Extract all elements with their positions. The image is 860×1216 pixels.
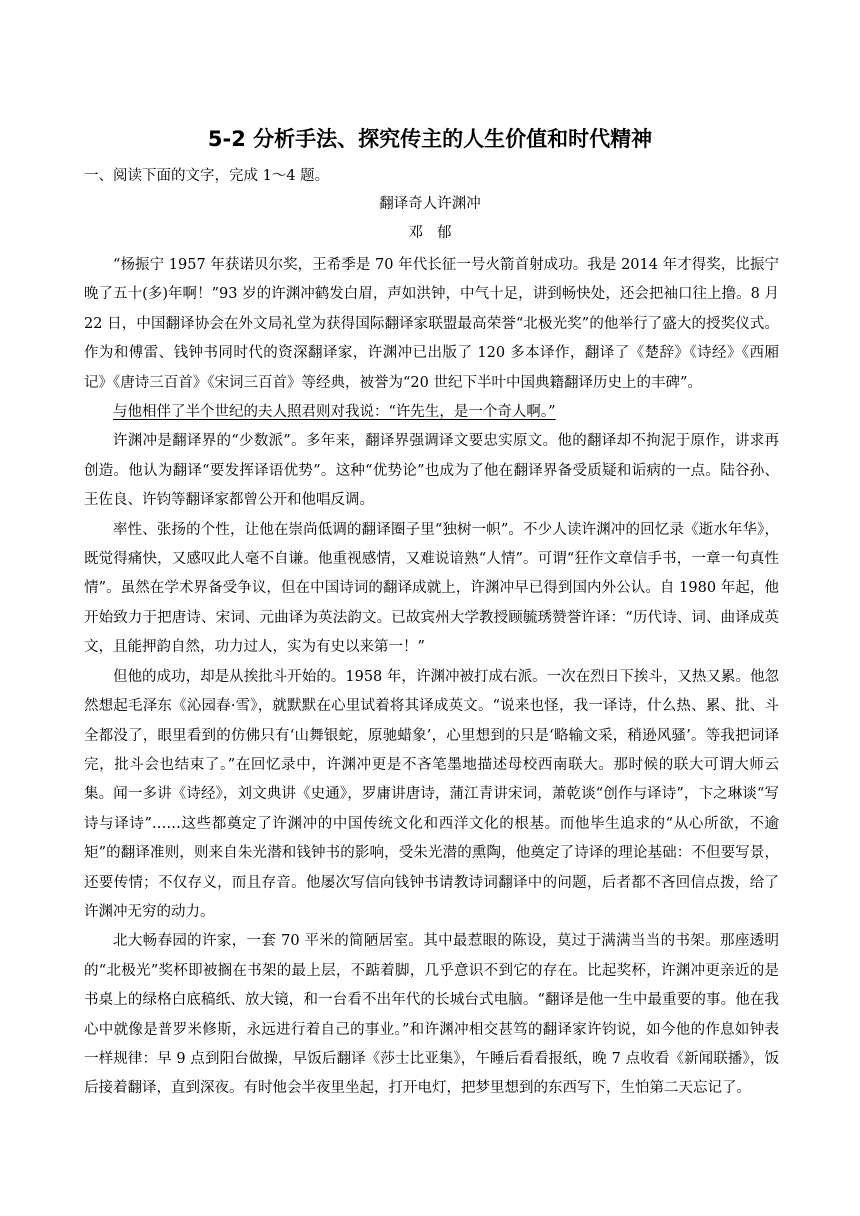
article-body xyxy=(84,251,779,1104)
article-author: 邓郁 xyxy=(408,225,466,241)
paragraph-1: “杨振宁 1957 年获诺贝尔奖，王希季是 70 年代长征一号火箭首射成功。我是 2014 年才得奖，比振宁晚了五十(多)年啊！”93 岁的许渊冲鹤发白眉，声如洪钟，中气十足，讲到畅快处，还会把袖口往上撸。8 月 22 日，中国翻译协会在外文局礼堂为获得国际翻译家联盟最高荣誉“北极光奖”的他举行了盛大的授奖仪式。作为和傅雷、钱钟书同时代的资深翻译家，许渊冲已出版了 120 多本译作，翻译了《楚辞》《诗经》《西厢记》《唐诗三百首》《宋词三百首》等经典，被誉为“20 世纪下半叶中国典籍翻译历史上的丰碑”。 xyxy=(84,257,779,391)
article-title: 翻译奇人许渊冲 xyxy=(379,196,481,212)
paragraph-2-underlined xyxy=(84,398,779,427)
paragraph-5: 但他的成功，却是从挨批斗开始的。1958 年，许渊冲被打成右派。一次在烈日下挨斗，又热又累。他忽然想起毛泽东《沁园春·雪》，就默默在心里试着将其译成英文。“说来也怪，我一译诗，什么热、累、批、斗全都没了，眼里看到的仿佛只有‘山舞银蛇，原驰蜡象’，心里想到的只是‘略输文采，稍逊风骚’。等我把词译完，批斗会也结束了。”在回忆录中，许渊冲更是不吝笔墨地描述母校西南联大。那时候的联大可谓大师云集。闻一多讲《诗经》，刘文典讲《史通》，罗庸讲唐诗，蒲江青讲宋词，萧乾谈“创作与译诗”，卞之琳谈“写诗与译诗”……这些都奠定了许渊冲的中国传统文化和西洋文化的根基。而他毕生追求的“从心所欲，不逾矩”的翻译准则，则来自朱光潜和钱钟书的影响，受朱光潜的熏陶，他奠定了诗译的理论基础：不但要写景，还要传情；不仅存义，而且存音。他屡次写信向钱钟书请教诗词翻译中的问题，后者都不吝回信点拨，给了许渊冲无穷的动力。 xyxy=(84,668,779,920)
question-instruction: 一、阅读下面的文字，完成 1～4 题。 xyxy=(84,168,330,184)
underlined-sentence: 与他相伴了半个世纪的夫人照君则对我说：“许先生，是一个奇人啊。” xyxy=(113,404,556,421)
paragraph-4: 率性、张扬的个性，让他在崇尚低调的翻译圈子里“独树一帜”。不少人读许渊冲的回忆录《逝水年华》，既觉得痛快，又感叹此人毫不自谦。他重视感情，又难说谙熟“人情”。可谓“狂作文章信手书，一章一句真性情”。虽然在学术界备受争议，但在中国诗词的翻译成就上，许渊冲早已得到国内外公认。自 1980 年起，他开始致力于把唐诗、宋词、元曲译为英法韵文。已故宾州大学教授顾毓琇赞誉许译：“历代诗、词、曲译成英文，且能押韵自然，功力过人，实为有史以来第一！” xyxy=(84,521,779,656)
paragraph-6: 北大畅春园的许家，一套 70 平米的简陋居室。其中最惹眼的陈设，莫过于满满当当的书架。那座透明的“北极光”奖杯即被搁在书架的最上层，不踮着脚，几乎意识不到它的存在。比起奖杯，许渊冲更亲近的是书桌上的绿格白底稿纸、放大镜，和一台看不出年代的长城台式电脑。“翻译是他一生中最重要的事。他在我心中就像是普罗米修斯，永远进行着自己的事业。”和许渊冲相交甚笃的翻译家许钧说，如今他的作息如钟表一样规律：早 9 点到阳台做操，早饭后翻译《莎士比亚集》，午睡后看看报纸，晚 7 点收看《新闻联播》，饭后接着翻译，直到深夜。有时他会半夜里坐起，打开电灯，把梦里想到的东西写下，生怕第二天忘记了。 xyxy=(84,933,779,1097)
page-title: 5-2 分析手法、探究传主的人生价值和时代精神 xyxy=(207,127,653,151)
paragraph-3: 许渊冲是翻译界的“少数派”。多年来，翻译界强调译文要忠实原文。他的翻译却不拘泥于原作，讲求再创造。他认为翻译“要发挥译语优势”。这种“优势论”也成为了他在翻译界备受质疑和诟病的一点。陆谷孙、王佐良、许钧等翻译家都曾公开和他唱反调。 xyxy=(84,433,779,509)
